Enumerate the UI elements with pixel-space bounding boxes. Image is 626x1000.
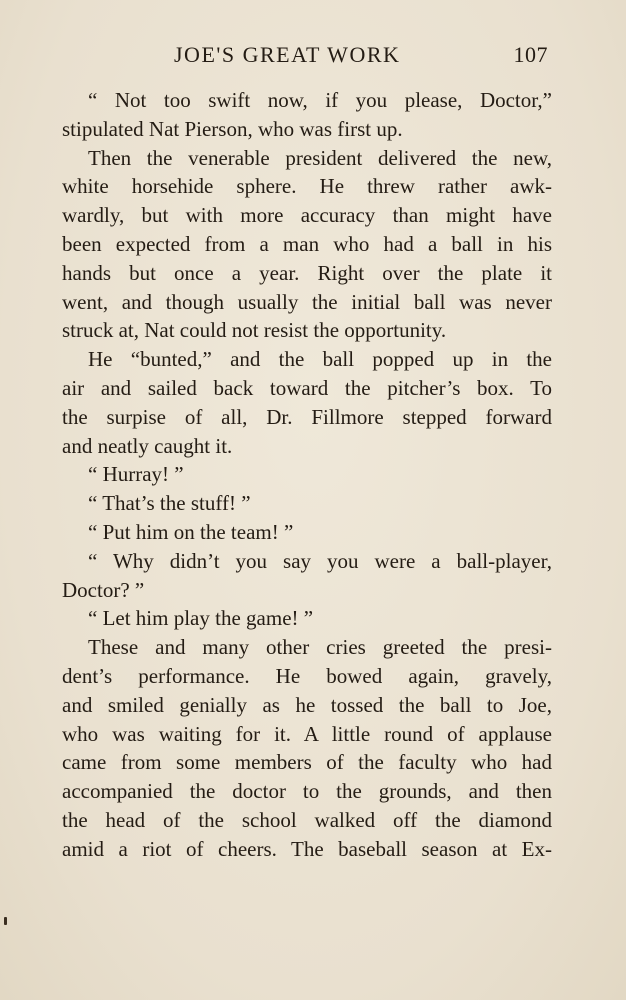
text-line: “ Not too swift now, if you please, Doctor,” bbox=[88, 88, 552, 112]
text-line: the head of the school walked off the diamond bbox=[62, 807, 552, 832]
text-line: Doctor? ” bbox=[62, 577, 145, 602]
text-line: and smiled genially as he tossed the ball to Joe, bbox=[62, 692, 552, 717]
text-line: “ That’s the stuff! ” bbox=[88, 491, 251, 516]
text-line: stipulated Nat Pierson, who was first up. bbox=[62, 116, 403, 141]
text-line: He “bunted,” and the ball popped up in the bbox=[88, 347, 552, 372]
text-line: wardly, but with more accuracy than might have bbox=[62, 203, 552, 228]
text-line: who was waiting for it. A little round of applause bbox=[62, 721, 552, 746]
text-line: hands but once a year. Right over the plate it bbox=[62, 260, 552, 285]
text-line: been expected from a man who had a ball in his bbox=[62, 231, 552, 256]
text-line: went, and though usually the initial ball was never bbox=[62, 289, 552, 314]
text-line: Then the venerable president delivered the new, bbox=[88, 145, 552, 170]
text-line: dent’s performance. He bowed again, gravely, bbox=[62, 663, 552, 688]
text-line: accompanied the doctor to the grounds, and then bbox=[62, 779, 552, 804]
text-line: white horsehide sphere. He threw rather awk- bbox=[62, 174, 552, 199]
margin-ink-mark bbox=[4, 917, 7, 925]
body-text bbox=[62, 86, 552, 864]
text-line: air and sailed back toward the pitcher’s box. To bbox=[62, 375, 552, 400]
text-line: struck at, Nat could not resist the opportunity. bbox=[62, 318, 447, 343]
text-line: These and many other cries greeted the presi- bbox=[88, 635, 552, 660]
text-line: “ Put him on the team! ” bbox=[88, 519, 294, 544]
text-line: the surpise of all, Dr. Fillmore stepped forward bbox=[62, 404, 552, 429]
running-head: JOE'S GREAT WORK bbox=[174, 42, 401, 67]
page-header bbox=[62, 42, 552, 72]
text-line: amid a riot of cheers. The baseball season at Ex- bbox=[62, 836, 552, 861]
page-number: 107 bbox=[513, 42, 548, 67]
text-line: and neatly caught it. bbox=[62, 433, 233, 458]
text-line: “ Why didn’t you say you were a ball-player, bbox=[88, 548, 552, 573]
text-line: “ Hurray! ” bbox=[88, 462, 184, 487]
text-line: came from some members of the faculty who had bbox=[62, 750, 552, 775]
text-line: “ Let him play the game! ” bbox=[88, 606, 314, 631]
